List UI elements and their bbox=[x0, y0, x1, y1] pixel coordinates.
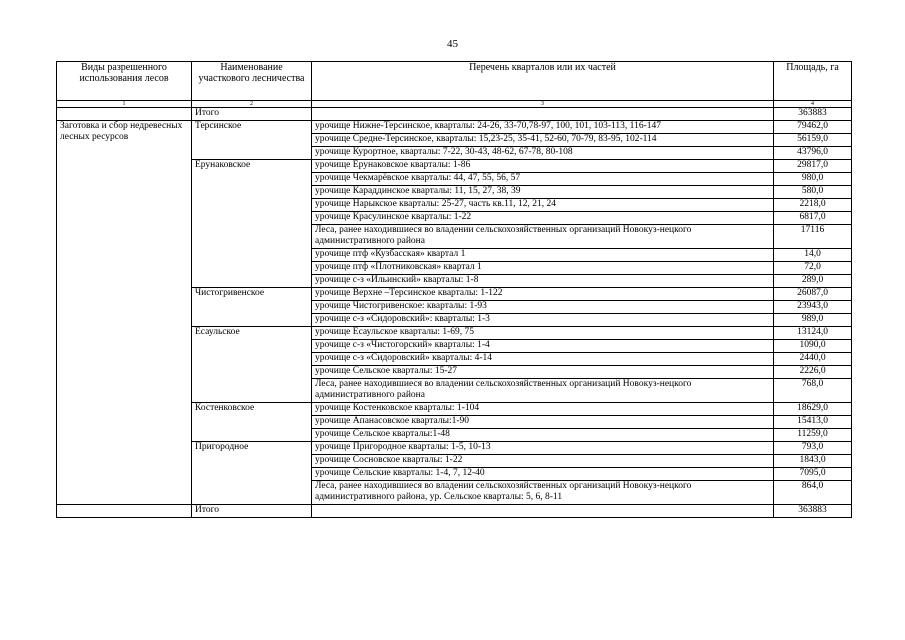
table-body bbox=[57, 108, 852, 518]
quarters-cell: урочище Сосновское кварталы: 1-22 bbox=[312, 455, 774, 468]
total-row bbox=[57, 505, 852, 518]
quarters-cell: урочище Средне-Терсинское, кварталы: 15,23-25, 35-41, 52-60, 70-79, 83-95, 102-114 bbox=[312, 134, 774, 147]
quarters-cell: урочище Нарыкское кварталы: 25-27, часть кв.11, 12, 21, 24 bbox=[312, 199, 774, 212]
quarters-cell: урочище Пригородное кварталы: 1-5, 10-13 bbox=[312, 442, 774, 455]
table-row bbox=[57, 121, 852, 134]
quarters-cell: Леса, ранее находившиеся во владении сельскохозяйственных организаций Новокуз-нецкого административного района bbox=[312, 225, 774, 249]
column-number: 4 bbox=[774, 101, 852, 108]
area-cell: 14,0 bbox=[774, 249, 852, 262]
area-cell: 2218,0 bbox=[774, 199, 852, 212]
quarters-cell: урочище Есаульское кварталы: 1-69, 75 bbox=[312, 327, 774, 340]
district-name: Есаульское bbox=[192, 327, 312, 403]
quarters-cell: урочище Чистогривенское: кварталы: 1-93 bbox=[312, 301, 774, 314]
total-row bbox=[57, 108, 852, 121]
area-cell: 289,0 bbox=[774, 275, 852, 288]
quarters-cell: урочище Курортное, кварталы: 7-22, 30-43, 48-62, 67-78, 80-108 bbox=[312, 147, 774, 160]
quarters-cell: урочище Сельское кварталы: 15-27 bbox=[312, 366, 774, 379]
quarters-cell: урочище с-з «Чистогорский» кварталы: 1-4 bbox=[312, 340, 774, 353]
total-label: Итого bbox=[192, 108, 312, 121]
area-cell: 2440,0 bbox=[774, 353, 852, 366]
quarters-cell: урочище Сельское кварталы:1-48 bbox=[312, 429, 774, 442]
area-cell: 864,0 bbox=[774, 481, 852, 505]
district-name: Терсинское bbox=[192, 121, 312, 160]
district-name: Пригородное bbox=[192, 442, 312, 505]
area-cell: 989,0 bbox=[774, 314, 852, 327]
quarters-cell: урочище Красулинское кварталы: 1-22 bbox=[312, 212, 774, 225]
area-cell: 2226,0 bbox=[774, 366, 852, 379]
area-cell: 793,0 bbox=[774, 442, 852, 455]
empty-cell bbox=[312, 505, 774, 518]
area-cell: 23943,0 bbox=[774, 301, 852, 314]
quarters-cell: урочище Караддинское кварталы: 11, 15, 27, 38, 39 bbox=[312, 186, 774, 199]
empty-cell bbox=[57, 505, 192, 518]
district-name: Чистогривенское bbox=[192, 288, 312, 327]
area-cell: 7095,0 bbox=[774, 468, 852, 481]
quarters-cell: урочище Сельские кварталы: 1-4, 7, 12-40 bbox=[312, 468, 774, 481]
area-cell: 79462,0 bbox=[774, 121, 852, 134]
total-value: 363883 bbox=[774, 108, 852, 121]
total-value: 363883 bbox=[774, 505, 852, 518]
area-cell: 13124,0 bbox=[774, 327, 852, 340]
quarters-cell: Леса, ранее находившиеся во владении сельскохозяйственных организаций Новокуз-нецкого административного района, ур. Сельское кварталы: 5, 6, 8-11 bbox=[312, 481, 774, 505]
header-use-type: Виды разрешенного использования лесов bbox=[57, 62, 192, 101]
district-name: Ерунаковское bbox=[192, 160, 312, 288]
district-name: Костенковское bbox=[192, 403, 312, 442]
area-cell: 11259,0 bbox=[774, 429, 852, 442]
quarters-cell: урочище Ерунаковское кварталы: 1-86 bbox=[312, 160, 774, 173]
area-cell: 43796,0 bbox=[774, 147, 852, 160]
area-cell: 72,0 bbox=[774, 262, 852, 275]
quarters-cell: урочище Апанасовское кварталы:1-90 bbox=[312, 416, 774, 429]
area-cell: 18629,0 bbox=[774, 403, 852, 416]
quarters-cell: урочище Нижне-Терсинское, кварталы: 24-26, 33-70,78-97, 100, 101, 103-113, 116-147 bbox=[312, 121, 774, 134]
quarters-cell: урочище с-з «Сидоровский»: кварталы: 1-3 bbox=[312, 314, 774, 327]
header-quarters: Перечень кварталов или их частей bbox=[312, 62, 774, 101]
area-cell: 15413,0 bbox=[774, 416, 852, 429]
header-area: Площадь, га bbox=[774, 62, 852, 101]
quarters-cell: урочище Верхне –Терсинское кварталы: 1-122 bbox=[312, 288, 774, 301]
header-district: Наименование участкового лесничества bbox=[192, 62, 312, 101]
column-number: 3 bbox=[312, 101, 774, 108]
area-cell: 580,0 bbox=[774, 186, 852, 199]
quarters-cell: Леса, ранее находившиеся во владении сельскохозяйственных организаций Новокуз-нецкого административного района bbox=[312, 379, 774, 403]
quarters-cell: урочище птф «Плотниковская» квартал 1 bbox=[312, 262, 774, 275]
column-number: 1 bbox=[57, 101, 192, 108]
total-label: Итого bbox=[192, 505, 312, 518]
area-cell: 56159,0 bbox=[774, 134, 852, 147]
empty-cell bbox=[312, 108, 774, 121]
quarters-cell: урочище Костенковское кварталы: 1-104 bbox=[312, 403, 774, 416]
area-cell: 17116 bbox=[774, 225, 852, 249]
area-cell: 980,0 bbox=[774, 173, 852, 186]
area-cell: 1090,0 bbox=[774, 340, 852, 353]
forest-use-table bbox=[56, 61, 852, 518]
column-number: 2 bbox=[192, 101, 312, 108]
area-cell: 1843,0 bbox=[774, 455, 852, 468]
quarters-cell: урочище Чекмарёвское кварталы: 44, 47, 55, 56, 57 bbox=[312, 173, 774, 186]
use-type-cell: Заготовка и сбор недревесных лесных ресурсов bbox=[57, 121, 192, 505]
area-cell: 26087,0 bbox=[774, 288, 852, 301]
quarters-cell: урочище с-з «Ильинский» кварталы: 1-8 bbox=[312, 275, 774, 288]
area-cell: 6817,0 bbox=[774, 212, 852, 225]
empty-cell bbox=[57, 108, 192, 121]
area-cell: 29817,0 bbox=[774, 160, 852, 173]
page-number: 45 bbox=[447, 38, 458, 50]
quarters-cell: урочище с-з «Сидоровский» кварталы: 4-14 bbox=[312, 353, 774, 366]
area-cell: 768,0 bbox=[774, 379, 852, 403]
quarters-cell: урочище птф «Кузбасская» квартал 1 bbox=[312, 249, 774, 262]
